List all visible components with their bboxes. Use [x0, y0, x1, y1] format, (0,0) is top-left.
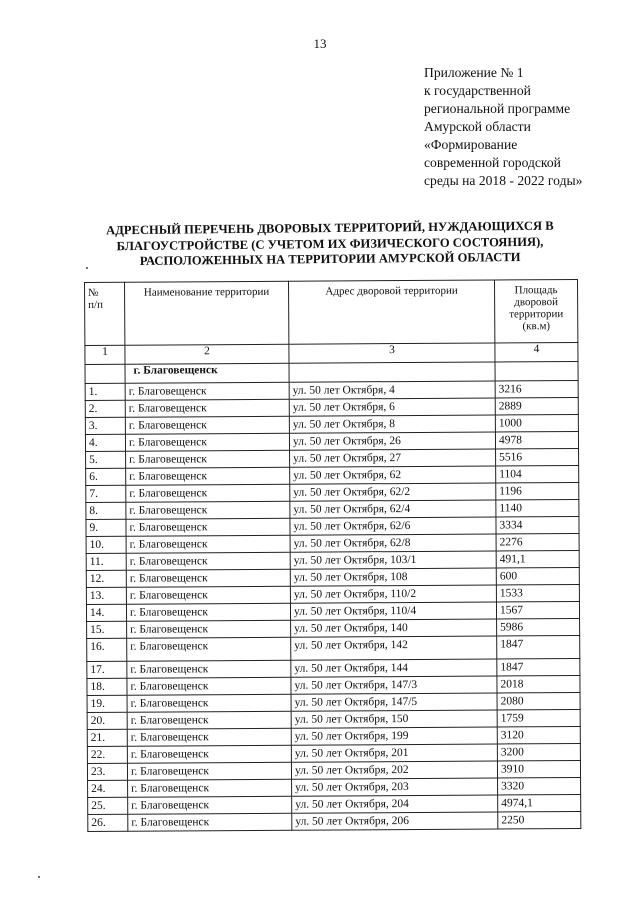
- page-number: 13: [313, 36, 327, 51]
- scan-speck: [38, 876, 40, 878]
- row-number-cell: 26.: [88, 814, 128, 831]
- table-row: [88, 811, 581, 831]
- row-number-cell: 7.: [86, 485, 126, 502]
- territory-name-cell: г. Благовещенск: [127, 660, 291, 678]
- area-cell: 1104: [496, 465, 579, 483]
- column-number: 3: [289, 343, 495, 363]
- address-cell: ул. 50 лет Октября, 62/4: [290, 500, 496, 518]
- area-cell: 2250: [498, 811, 581, 829]
- territory-name-cell: г. Благовещенск: [126, 484, 290, 502]
- row-number-cell: 25.: [88, 797, 128, 814]
- row-number-cell: 5.: [86, 451, 126, 468]
- column-number: 1: [85, 345, 125, 364]
- territory-name-cell: г. Благовещенск: [126, 518, 290, 536]
- area-cell: 2080: [497, 692, 580, 710]
- column-number: 2: [125, 344, 289, 364]
- territory-table: [84, 279, 581, 832]
- area-cell: 491,1: [496, 550, 579, 568]
- row-number-cell: 23.: [87, 763, 127, 780]
- table-header-row: [85, 279, 578, 345]
- territory-name-cell: г. Благовещенск: [126, 467, 290, 485]
- territory-name-cell: г. Благовещенск: [126, 450, 290, 468]
- address-cell: ул. 50 лет Октября, 147/3: [291, 676, 497, 694]
- territory-name-cell: г. Благовещенск: [128, 779, 292, 797]
- appendix-line: «Формирование: [424, 137, 518, 152]
- row-number-cell: 15.: [87, 621, 127, 638]
- area-cell: 3910: [497, 760, 580, 778]
- address-cell: ул. 50 лет Октября, 201: [291, 744, 497, 762]
- address-cell: ул. 50 лет Октября, 27: [290, 449, 496, 467]
- city-empty-cell: [289, 362, 495, 382]
- address-cell: ул. 50 лет Октября, 8: [289, 415, 495, 433]
- city-empty-cell: [85, 364, 125, 383]
- row-number-cell: 21.: [87, 729, 127, 746]
- appendix-line: современной городской: [424, 155, 561, 170]
- area-cell: 1847: [497, 635, 580, 659]
- territory-name-cell: г. Благовещенск: [127, 711, 291, 729]
- territory-name-cell: г. Благовещенск: [127, 745, 291, 763]
- title-line: БЛАГОУСТРОЙСТВЕ (С УЧЕТОМ ИХ ФИЗИЧЕСКОГО СОСТОЯНИЯ),: [116, 234, 544, 253]
- appendix-line: Амурской области: [424, 119, 531, 134]
- address-cell: ул. 50 лет Октября, 144: [291, 659, 497, 677]
- header-num-line: п/п: [88, 298, 104, 311]
- area-cell: 5986: [497, 618, 580, 636]
- address-cell: ул. 50 лет Октября, 203: [292, 778, 498, 796]
- area-cell: 3334: [496, 516, 579, 534]
- row-number-cell: 24.: [88, 780, 128, 797]
- territory-name-cell: г. Благовещенск: [127, 677, 291, 695]
- header-name: Наименование территории: [125, 281, 289, 345]
- row-number-cell: 10.: [86, 536, 126, 553]
- address-cell: ул. 50 лет Октября, 6: [289, 398, 495, 416]
- appendix-line: среды на 2018 - 2022 годы»: [424, 173, 583, 188]
- row-number-cell: 4.: [85, 434, 125, 451]
- row-number-cell: 14.: [86, 604, 126, 621]
- header-num: [85, 282, 125, 345]
- address-cell: ул. 50 лет Октября, 202: [291, 761, 497, 779]
- column-number: 4: [495, 342, 578, 362]
- appendix-line: региональной программе: [424, 101, 571, 116]
- appendix-line: к государственной: [424, 83, 531, 98]
- header-address: Адрес дворовой территории: [288, 280, 494, 344]
- city-section-label: г. Благовещенск: [125, 363, 289, 383]
- row-number-cell: 2.: [85, 400, 125, 417]
- area-cell: 2018: [497, 675, 580, 693]
- row-number-cell: 11.: [86, 553, 126, 570]
- address-cell: ул. 50 лет Октября, 62/8: [290, 534, 496, 552]
- city-empty-cell: [495, 361, 578, 381]
- area-cell: 1000: [495, 414, 578, 432]
- territory-name-cell: г. Благовещенск: [126, 552, 290, 570]
- area-cell: 2276: [496, 533, 579, 551]
- address-cell: ул. 50 лет Октября, 110/4: [290, 602, 496, 620]
- row-number-cell: 19.: [87, 695, 127, 712]
- area-cell: 4974,1: [498, 794, 581, 812]
- row-number-cell: 16.: [87, 638, 127, 661]
- document-title: [100, 219, 560, 270]
- area-cell: 1196: [496, 482, 579, 500]
- address-cell: ул. 50 лет Октября, 26: [289, 432, 495, 450]
- territory-name-cell: г. Благовещенск: [128, 796, 292, 814]
- appendix-block: [424, 64, 629, 190]
- address-cell: ул. 50 лет Октября, 62: [290, 466, 496, 484]
- address-cell: ул. 50 лет Октября, 4: [289, 381, 495, 399]
- address-cell: ул. 50 лет Октября, 147/5: [291, 693, 497, 711]
- territory-name-cell: г. Благовещенск: [127, 637, 291, 661]
- area-cell: 2889: [495, 397, 578, 415]
- area-cell: 600: [496, 567, 579, 585]
- area-cell: 3120: [497, 726, 580, 744]
- header-area: [494, 279, 577, 343]
- area-cell: 4978: [495, 431, 578, 449]
- row-number-cell: 22.: [87, 746, 127, 763]
- row-number-cell: 8.: [86, 502, 126, 519]
- row-number-cell: 13.: [86, 587, 126, 604]
- area-cell: 1567: [496, 601, 579, 619]
- row-number-cell: 3.: [85, 417, 125, 434]
- header-area-line: территории: [509, 308, 564, 321]
- table-row: [87, 635, 580, 661]
- header-area-line: дворовой: [514, 296, 559, 309]
- area-cell: 3200: [497, 743, 580, 761]
- territory-name-cell: г. Благовещенск: [125, 382, 289, 400]
- header-num-line: №: [88, 286, 99, 299]
- address-cell: ул. 50 лет Октября, 206: [292, 812, 498, 830]
- territory-name-cell: г. Благовещенск: [125, 416, 289, 434]
- row-number-cell: 17.: [87, 661, 127, 678]
- address-cell: ул. 50 лет Октября, 62/6: [290, 517, 496, 535]
- territory-name-cell: г. Благовещенск: [127, 762, 291, 780]
- row-number-cell: 12.: [86, 570, 126, 587]
- territory-name-cell: г. Благовещенск: [126, 535, 290, 553]
- address-cell: ул. 50 лет Октября, 142: [291, 636, 497, 660]
- territory-name-cell: г. Благовещенск: [126, 569, 290, 587]
- row-number-cell: 6.: [86, 468, 126, 485]
- area-cell: 3320: [498, 777, 581, 795]
- header-area-line: (кв.м): [522, 320, 551, 333]
- address-cell: ул. 50 лет Октября, 204: [292, 795, 498, 813]
- area-cell: 3216: [495, 380, 578, 398]
- title-line: РАСПОЛОЖЕННЫХ НА ТЕРРИТОРИИ АМУРСКОЙ ОБЛАСТИ: [139, 250, 521, 268]
- row-number-cell: 20.: [87, 712, 127, 729]
- territory-name-cell: г. Благовещенск: [126, 603, 290, 621]
- area-cell: 5516: [496, 448, 579, 466]
- scan-speck: [86, 267, 88, 269]
- area-cell: 1759: [497, 709, 580, 727]
- area-cell: 1533: [496, 584, 579, 602]
- address-cell: ул. 50 лет Октября, 103/1: [290, 551, 496, 569]
- title-line: АДРЕСНЫЙ ПЕРЕЧЕНЬ ДВОРОВЫХ ТЕРРИТОРИЙ, НУЖДАЮЩИХСЯ В: [105, 218, 554, 238]
- territory-name-cell: г. Благовещенск: [125, 433, 289, 451]
- territory-name-cell: г. Благовещенск: [127, 728, 291, 746]
- header-area-line: Площадь: [514, 284, 558, 297]
- territory-name-cell: г. Благовещенск: [128, 813, 292, 831]
- territory-name-cell: г. Благовещенск: [126, 501, 290, 519]
- row-number-cell: 1.: [85, 383, 125, 400]
- area-cell: 1847: [497, 658, 580, 676]
- area-cell: 1140: [496, 499, 579, 517]
- address-cell: ул. 50 лет Октября, 140: [291, 619, 497, 637]
- address-cell: ул. 50 лет Октября, 108: [290, 568, 496, 586]
- address-cell: ул. 50 лет Октября, 150: [291, 710, 497, 728]
- territory-name-cell: г. Благовещенск: [126, 586, 290, 604]
- appendix-line: Приложение № 1: [424, 65, 524, 80]
- address-cell: ул. 50 лет Октября, 110/2: [290, 585, 496, 603]
- territory-name-cell: г. Благовещенск: [125, 399, 289, 417]
- address-cell: ул. 50 лет Октября, 199: [291, 727, 497, 745]
- territory-name-cell: г. Благовещенск: [127, 620, 291, 638]
- territory-name-cell: г. Благовещенск: [127, 694, 291, 712]
- row-number-cell: 9.: [86, 519, 126, 536]
- row-number-cell: 18.: [87, 678, 127, 695]
- address-cell: ул. 50 лет Октября, 62/2: [290, 483, 496, 501]
